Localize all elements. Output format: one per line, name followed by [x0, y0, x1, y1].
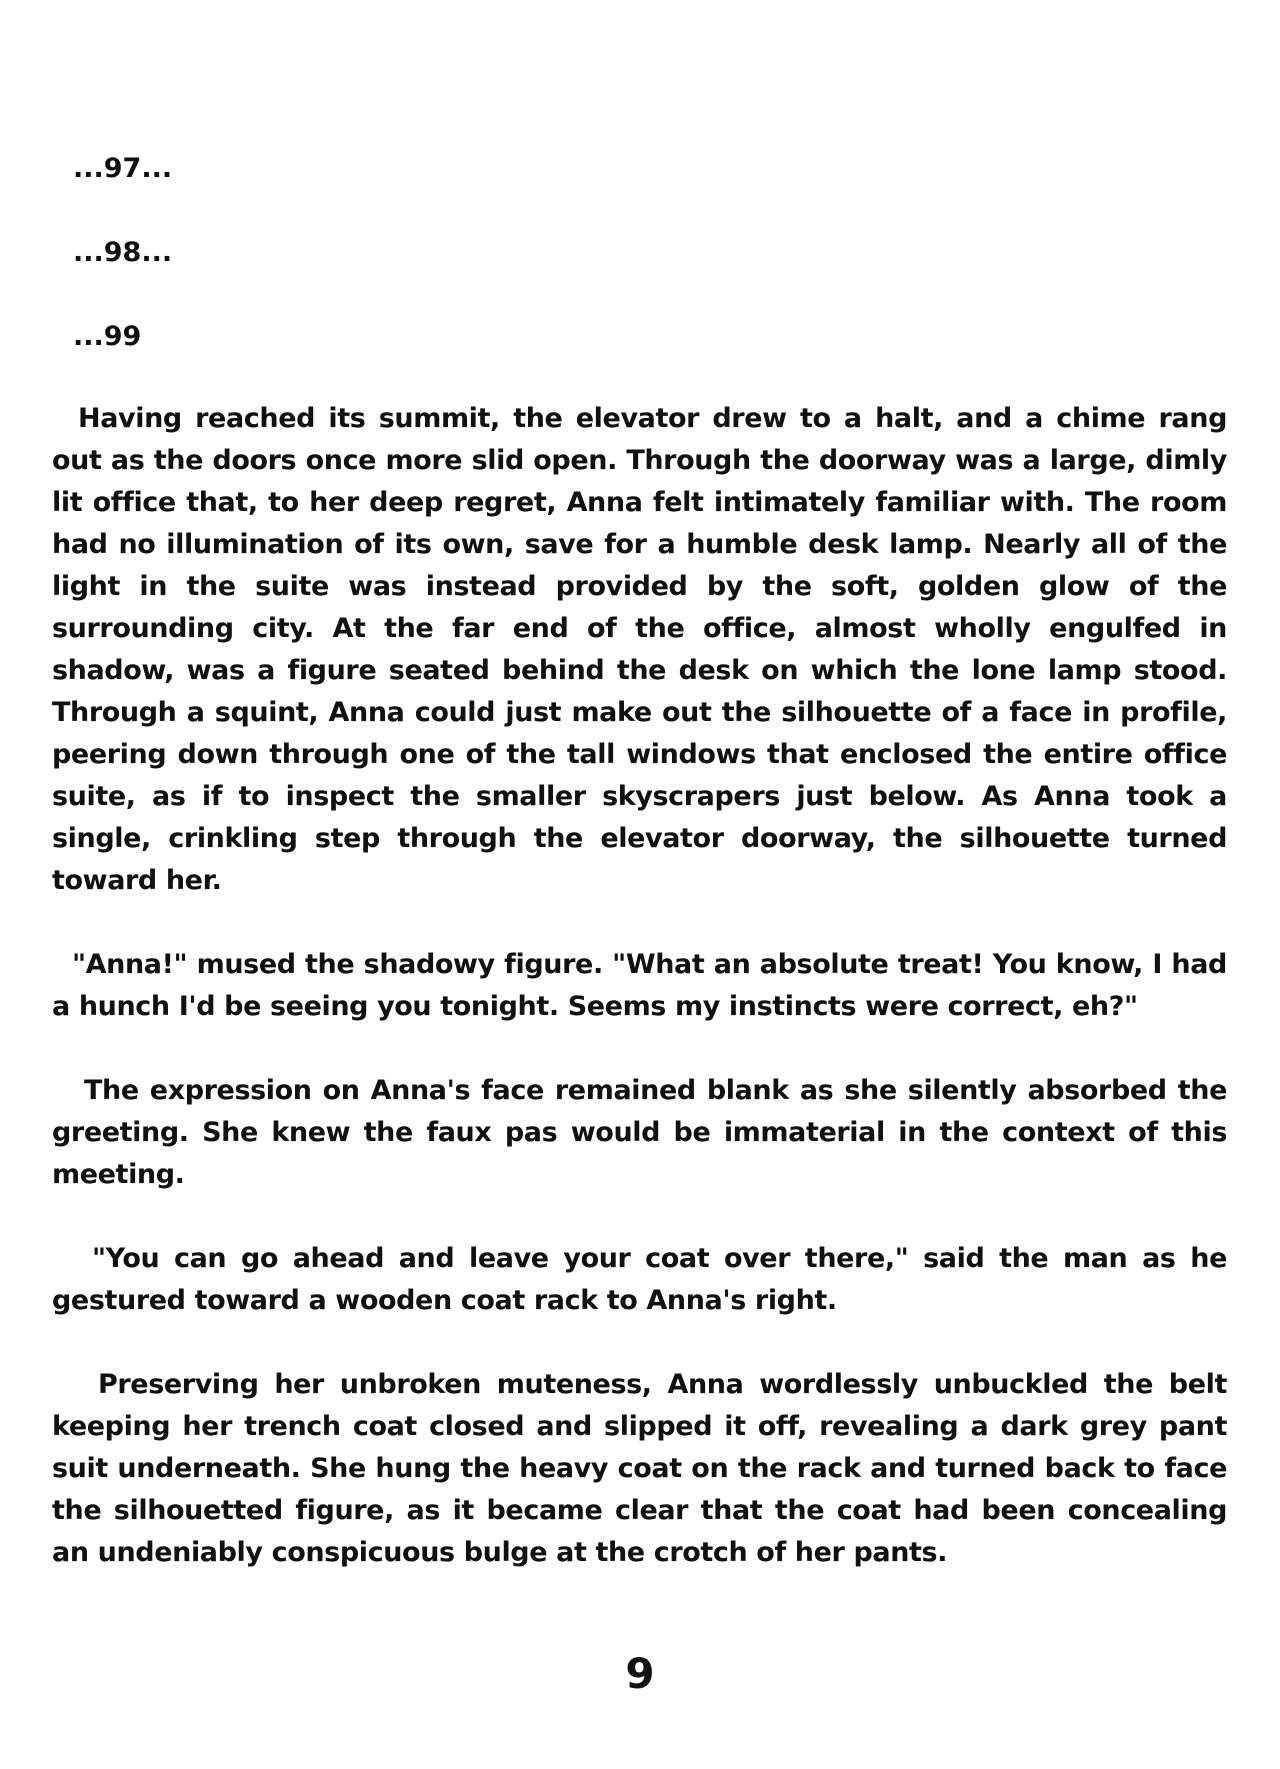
countdown-line-97: ...97... [73, 153, 173, 184]
countdown-line-99: ...99 [73, 321, 142, 352]
paragraph-coat-removal: Preserving her unbroken muteness, Anna wordlessly unbuckled the belt keeping her trench coat closed and slipped it off, revealing a dark grey pant suit underneath. She hung the heavy coat on the rack and turned back to face the silhouetted figure, as it became clear that the coat had been concealing an undeniably conspicuous bulge at the crotch of her pants. [52, 1369, 1227, 1568]
paragraph-coat-instruction: "You can go ahead and leave your coat over there," said the man as he gestured toward a wooden coat rack to Anna's right. [52, 1243, 1227, 1316]
story-text [52, 398, 1227, 1616]
paragraph-anna-expression: The expression on Anna's face remained blank as she silently absorbed the greeting. She knew the faux pas would be immaterial in the context of this meeting. [52, 1075, 1227, 1190]
countdown-line-98: ...98... [73, 237, 173, 268]
paragraph-figure-greeting: "Anna!" mused the shadowy figure. "What an absolute treat! You know, I had a hunch I'd be seeing you tonight. Seems my instincts were correct, eh?" [52, 949, 1227, 1022]
page-number: 9 [625, 1649, 655, 1698]
paragraph-elevator-arrival: Having reached its summit, the elevator drew to a halt, and a chime rang out as the doors once more slid open. Through the doorway was a large, dimly lit office that, to her deep regret, Anna felt intimately familiar with. The room had no illumination of its own, save for a humble desk lamp. Nearly all of the light in the suite was instead provided by the soft, golden glow of the surrounding city. At the far end of the office, almost wholly engulfed in shadow, was a figure seated behind the desk on which the lone lamp stood. Through a squint, Anna could just make out the silhouette of a face in profile, peering down through one of the tall windows that enclosed the entire office suite, as if to inspect the smaller skyscrapers just below. As Anna took a single, crinkling step through the elevator doorway, the silhouette turned toward her. [52, 403, 1227, 896]
